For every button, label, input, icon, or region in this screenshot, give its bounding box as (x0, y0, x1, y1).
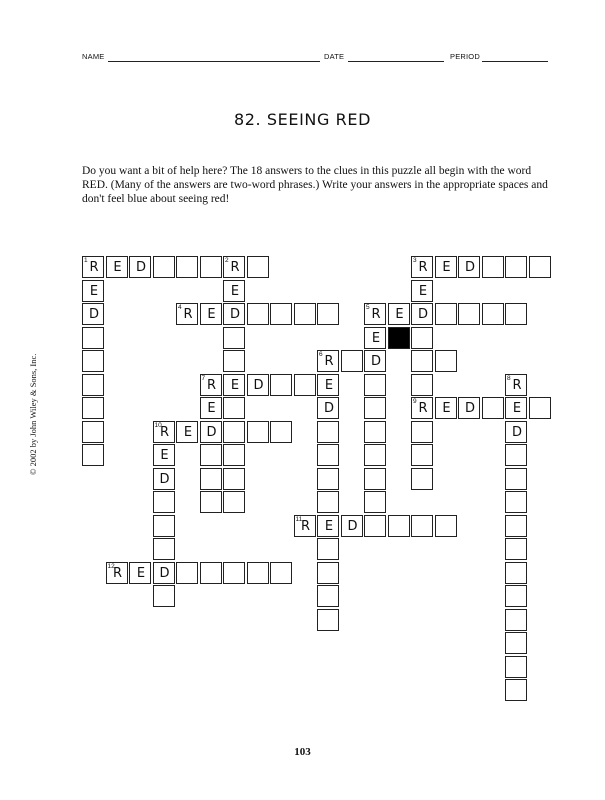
crossword-cell[interactable] (176, 562, 198, 584)
crossword-cell[interactable] (482, 397, 504, 419)
cell-letter: D (511, 424, 522, 440)
crossword-cell[interactable] (82, 256, 104, 278)
cell-letter: D (135, 260, 146, 275)
cell-letter: E (183, 424, 193, 440)
clue-number: 5 (366, 304, 370, 311)
page-title: 82. SEEING RED (233, 110, 372, 129)
crossword-cell[interactable] (223, 397, 245, 419)
cell-letter: R (89, 260, 99, 275)
cell-letter: E (324, 377, 334, 393)
cell-letter: D (159, 565, 170, 581)
crossword-cell[interactable] (364, 491, 386, 513)
cell-letter: R (324, 354, 334, 369)
crossword-cell[interactable] (505, 538, 527, 560)
crossword-cell[interactable] (200, 491, 222, 513)
crossword-cell[interactable] (341, 515, 363, 537)
clue-number: 8 (507, 374, 511, 382)
crossword-cell[interactable] (435, 515, 457, 537)
period-label: PERIOD (450, 52, 480, 61)
crossword-cell[interactable] (153, 491, 175, 513)
crossword-cell[interactable] (411, 374, 433, 396)
crossword-cell[interactable] (223, 468, 245, 490)
cell-letter: E (160, 448, 169, 463)
crossword-cell[interactable] (153, 421, 175, 443)
clue-number: 1 (84, 257, 88, 264)
crossword-cell[interactable] (247, 256, 269, 278)
crossword-cell[interactable] (129, 256, 151, 278)
crossword-cell[interactable] (505, 585, 527, 607)
crossword-cell[interactable] (294, 303, 316, 325)
crossword-cell[interactable] (317, 303, 339, 325)
crossword-cell[interactable] (411, 444, 433, 466)
clue-number: 11 (295, 515, 303, 523)
crossword-cell[interactable] (411, 350, 433, 372)
crossword-cell[interactable] (505, 515, 527, 537)
crossword-cell[interactable] (505, 491, 527, 513)
crossword-cell[interactable] (505, 679, 527, 701)
cell-letter: D (159, 471, 170, 487)
crossword-cell[interactable] (317, 609, 339, 631)
clue-number: 12 (107, 562, 115, 570)
cell-letter: E (371, 330, 381, 346)
crossword-cell[interactable] (482, 256, 504, 278)
crossword-cell[interactable] (388, 515, 410, 537)
crossword-cell[interactable] (106, 562, 128, 584)
crossword-cell[interactable] (317, 397, 339, 419)
crossword-cell[interactable] (364, 374, 386, 396)
crossword-cell[interactable] (247, 303, 269, 325)
crossword-cell[interactable] (294, 515, 316, 537)
cell-letter: E (230, 283, 240, 299)
cell-letter: E (395, 307, 404, 322)
cell-letter: E (207, 401, 216, 416)
clue-number: 3 (413, 257, 417, 264)
crossword-cell[interactable] (223, 280, 245, 302)
cell-letter: E (136, 565, 146, 581)
cell-letter: R (512, 377, 522, 393)
cell-letter: D (253, 377, 264, 393)
cell-letter: E (512, 401, 522, 416)
crossword-cell[interactable] (176, 256, 198, 278)
crossword-cell[interactable] (153, 444, 175, 466)
crossword-cell[interactable] (458, 397, 480, 419)
crossword-cell[interactable] (223, 444, 245, 466)
crossword-cell[interactable] (364, 350, 386, 372)
clue-number: 9 (413, 398, 417, 405)
crossword-cell[interactable] (317, 444, 339, 466)
crossword-black-square (388, 327, 410, 349)
crossword-cell[interactable] (176, 303, 198, 325)
cell-letter: E (324, 518, 334, 534)
copyright-credit: © 2002 by John Wiley & Sons, Inc. (28, 353, 38, 475)
crossword-cell[interactable] (505, 374, 527, 396)
crossword-cell[interactable] (411, 515, 433, 537)
crossword-cell[interactable] (270, 303, 292, 325)
crossword-cell[interactable] (458, 303, 480, 325)
cell-letter: D (417, 307, 428, 322)
crossword-cell[interactable] (247, 421, 269, 443)
crossword-cell[interactable] (200, 303, 222, 325)
crossword-cell[interactable] (411, 303, 433, 325)
crossword-cell[interactable] (223, 562, 245, 584)
cell-letter: E (89, 283, 99, 299)
cell-letter: D (464, 401, 475, 416)
crossword-cell[interactable] (153, 585, 175, 607)
crossword-cell[interactable] (505, 609, 527, 631)
crossword-cell[interactable] (411, 280, 433, 302)
crossword-cell[interactable] (364, 303, 386, 325)
crossword-cell[interactable] (317, 562, 339, 584)
crossword-cell[interactable] (200, 562, 222, 584)
crossword-cell[interactable] (82, 374, 104, 396)
crossword-cell[interactable] (270, 374, 292, 396)
crossword-cell[interactable] (341, 350, 363, 372)
crossword-cell[interactable] (435, 303, 457, 325)
crossword-cell[interactable] (82, 397, 104, 419)
clue-number: 10 (154, 421, 162, 429)
crossword-cell[interactable] (223, 491, 245, 513)
crossword-cell[interactable] (505, 397, 527, 419)
crossword-cell[interactable] (364, 421, 386, 443)
crossword-cell[interactable] (505, 421, 527, 443)
crossword-cell[interactable] (223, 350, 245, 372)
crossword-cell[interactable] (411, 397, 433, 419)
crossword-cell[interactable] (411, 327, 433, 349)
crossword-cell[interactable] (223, 303, 245, 325)
crossword-cell[interactable] (364, 515, 386, 537)
cell-letter: R (300, 518, 311, 534)
crossword-cell[interactable] (364, 397, 386, 419)
crossword-cell[interactable] (317, 350, 339, 372)
crossword-cell[interactable] (200, 444, 222, 466)
crossword-cell[interactable] (223, 421, 245, 443)
cell-letter: E (442, 401, 451, 416)
cell-letter: R (230, 260, 240, 275)
crossword-cell[interactable] (317, 585, 339, 607)
crossword-cell[interactable] (247, 562, 269, 584)
crossword-cell[interactable] (153, 538, 175, 560)
cell-letter: D (370, 354, 381, 369)
crossword-cell[interactable] (153, 256, 175, 278)
crossword-cell[interactable] (82, 421, 104, 443)
crossword-cell[interactable] (317, 374, 339, 396)
crossword-cell[interactable] (270, 421, 292, 443)
crossword-cell[interactable] (106, 256, 128, 278)
crossword-cell[interactable] (82, 303, 104, 325)
crossword-cell[interactable] (200, 397, 222, 419)
date-label: DATE (324, 52, 345, 61)
clue-number: 2 (225, 257, 229, 264)
crossword-cell[interactable] (223, 327, 245, 349)
cell-letter: D (229, 307, 240, 322)
crossword-cell[interactable] (153, 468, 175, 490)
crossword-cell[interactable] (294, 374, 316, 396)
crossword-cell[interactable] (505, 256, 527, 278)
cell-letter: R (418, 401, 428, 416)
crossword-cell[interactable] (317, 491, 339, 513)
cell-letter: E (113, 260, 122, 275)
intro-paragraph: Do you want a bit of help here? The 18 answers to the clues in this puzzle all begin with the word RED. (Many of the answers are two-word phrases.) Write your answers in the appropriate spaces and don't feel blue about seeing red! (82, 165, 548, 205)
crossword-cell[interactable] (505, 562, 527, 584)
clue-number: 6 (319, 351, 323, 358)
cell-letter: E (418, 283, 428, 299)
crossword-cell[interactable] (388, 303, 410, 325)
crossword-cell[interactable] (364, 444, 386, 466)
crossword-cell[interactable] (317, 421, 339, 443)
crossword-cell[interactable] (505, 656, 527, 678)
crossword-cell[interactable] (411, 256, 433, 278)
crossword-cell[interactable] (317, 515, 339, 537)
crossword-cell[interactable] (411, 421, 433, 443)
crossword-cell[interactable] (364, 468, 386, 490)
crossword-cell[interactable] (153, 562, 175, 584)
cell-letter: R (418, 260, 428, 275)
crossword-cell[interactable] (200, 256, 222, 278)
crossword-cell[interactable] (82, 327, 104, 349)
crossword-cell[interactable] (317, 468, 339, 490)
clue-number: 4 (178, 304, 182, 311)
crossword-cell[interactable] (435, 256, 457, 278)
cell-letter: D (347, 518, 358, 534)
crossword-cell[interactable] (482, 303, 504, 325)
crossword-cell[interactable] (82, 280, 104, 302)
crossword-cell[interactable] (505, 303, 527, 325)
crossword-cell[interactable] (200, 421, 222, 443)
crossword-cell[interactable] (200, 468, 222, 490)
crossword-cell[interactable] (435, 397, 457, 419)
cell-letter: R (206, 377, 217, 393)
name-label: NAME (82, 52, 105, 61)
cell-letter: E (442, 260, 451, 275)
crossword-cell[interactable] (411, 468, 433, 490)
crossword-cell[interactable] (364, 327, 386, 349)
cell-letter: R (159, 424, 170, 440)
cell-letter: D (323, 401, 334, 416)
crossword-cell[interactable] (529, 256, 551, 278)
crossword-cell[interactable] (317, 538, 339, 560)
cell-letter: D (206, 424, 217, 440)
crossword-cell[interactable] (458, 256, 480, 278)
cell-letter: D (88, 307, 99, 322)
crossword-cell[interactable] (129, 562, 151, 584)
crossword-cell[interactable] (82, 350, 104, 372)
crossword-cell[interactable] (176, 421, 198, 443)
crossword-cell[interactable] (529, 397, 551, 419)
crossword-cell[interactable] (247, 374, 269, 396)
crossword-cell[interactable] (435, 350, 457, 372)
crossword-cell[interactable] (505, 468, 527, 490)
cell-letter: R (183, 307, 193, 322)
crossword-cell[interactable] (270, 562, 292, 584)
cell-letter: R (371, 307, 381, 322)
crossword-cell[interactable] (153, 515, 175, 537)
crossword-cell[interactable] (82, 444, 104, 466)
crossword-cell[interactable] (200, 374, 222, 396)
cell-letter: R (112, 565, 123, 581)
crossword-cell[interactable] (505, 632, 527, 654)
clue-number: 7 (201, 374, 206, 382)
crossword-cell[interactable] (223, 256, 245, 278)
page-number: 103 (294, 746, 311, 758)
cell-letter: E (230, 377, 240, 393)
crossword-cell[interactable] (505, 444, 527, 466)
crossword-cell[interactable] (223, 374, 245, 396)
cell-letter: E (207, 307, 216, 322)
cell-letter: D (464, 260, 475, 275)
